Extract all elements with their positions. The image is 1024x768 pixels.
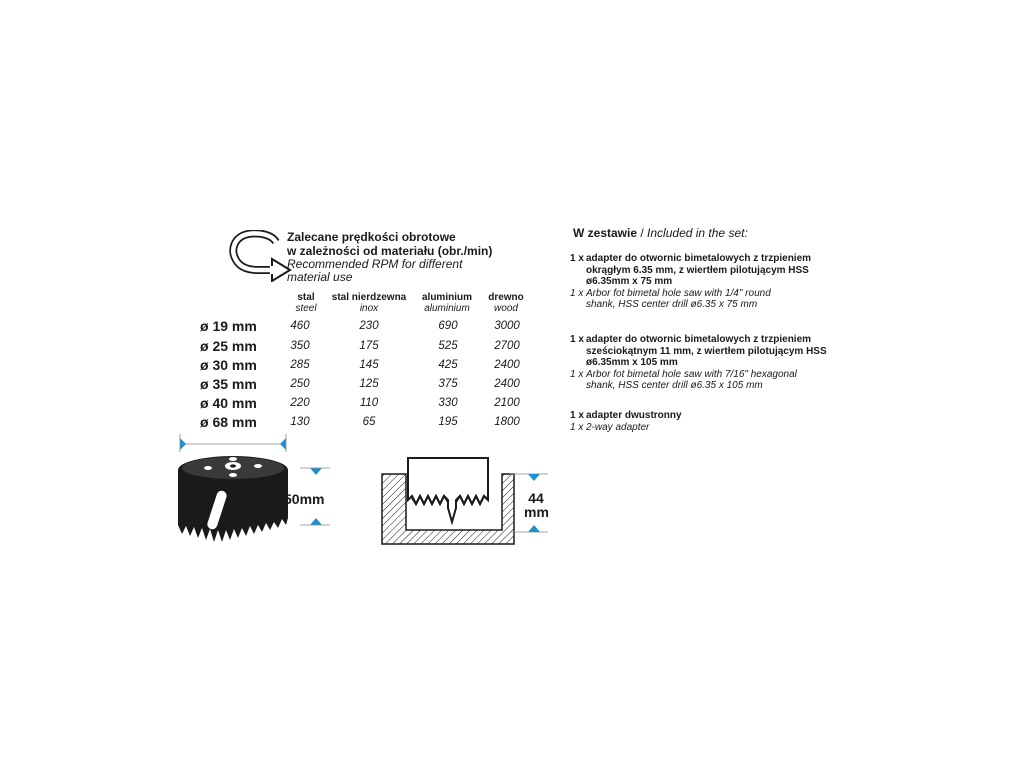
table-cell: 690	[438, 320, 458, 332]
table-cell: 2400	[494, 378, 520, 390]
column-header-aluminium: aluminium aluminium	[421, 292, 472, 314]
rotation-arrow-icon	[228, 230, 292, 282]
row-label: ø 68 mm	[200, 414, 257, 430]
item-pl-line: adapter dwustronny	[586, 410, 682, 421]
row-label: ø 25 mm	[200, 338, 257, 354]
cut-depth-unit: mm	[524, 504, 549, 520]
row-label: ø 19 mm	[200, 318, 257, 334]
set-item-round-arbor	[570, 253, 860, 311]
width-marker-left-icon	[180, 438, 186, 450]
table-cell: 125	[359, 378, 379, 390]
cut-depth-value: 44	[528, 490, 544, 506]
item-en-line: shank, HSS center drill ø6.35 x 105 mm	[586, 380, 763, 391]
row-label: ø 40 mm	[200, 395, 257, 411]
set-item-hex-arbor	[570, 334, 860, 392]
item-qty: 1 x	[570, 334, 584, 345]
height-marker-top-icon	[310, 468, 322, 475]
width-marker-right-icon	[280, 438, 286, 450]
saw-height-label: 50mm	[284, 491, 325, 507]
cut-depth-label	[524, 491, 548, 519]
depth-marker-top-icon	[528, 474, 540, 481]
item-pl-line: ø6.35mm x 105 mm	[586, 357, 678, 368]
column-header-inox: stal nierdzewna inox	[331, 292, 407, 314]
table-cell: 230	[359, 320, 379, 332]
table-cell: 250	[290, 378, 310, 390]
table-cell: 220	[290, 397, 310, 409]
table-cell: 195	[438, 416, 458, 428]
table-cell: 525	[438, 340, 458, 352]
item-qty: 1 x	[570, 368, 584, 380]
table-cell: 425	[438, 359, 458, 371]
table-cell: 2700	[494, 340, 520, 352]
rpm-subtitle-line1: Recommended RPM for different	[287, 257, 463, 271]
table-cell: 2400	[494, 359, 520, 371]
item-en-line: Arbor fot bimetal hole saw with 7/16" hexagonal	[586, 368, 797, 380]
rpm-subtitle-line2: material use	[287, 270, 353, 284]
table-cell: 2100	[494, 397, 520, 409]
rpm-title-line2: w zależności od materiału (obr./min)	[287, 244, 493, 258]
table-cell: 460	[290, 320, 310, 332]
item-qty: 1 x	[570, 287, 584, 299]
item-en-line: shank, HSS center drill ø6.35 x 75 mm	[586, 299, 758, 310]
item-en-line: 2-way adapter	[586, 421, 650, 433]
item-pl-line: adapter do otwornic bimetalowych z trzpieniem	[586, 334, 812, 345]
item-en-line: Arbor fot bimetal hole saw with 1/4" round	[586, 287, 771, 299]
set-heading-separator: /	[637, 226, 648, 240]
item-pl-line: sześciokątnym 11 mm, z wiertłem pilotującym HSS	[586, 345, 827, 357]
table-cell: 175	[359, 340, 379, 352]
set-heading	[573, 226, 748, 240]
table-cell: 350	[290, 340, 310, 352]
row-label: ø 30 mm	[200, 357, 257, 373]
table-cell: 330	[438, 397, 458, 409]
set-heading-pl: W zestawie	[573, 226, 638, 240]
item-pl-line: okrągłym 6.35 mm, z wiertłem pilotującym HSS	[586, 264, 809, 276]
table-cell: 65	[362, 416, 376, 428]
table-cell: 1800	[494, 416, 520, 428]
item-pl-line: ø6.35mm x 75 mm	[586, 276, 673, 287]
item-qty: 1 x	[570, 253, 584, 264]
row-label: ø 35 mm	[200, 376, 257, 392]
rpm-subtitle	[287, 258, 462, 284]
item-pl-line: adapter do otwornic bimetalowych z trzpieniem	[586, 253, 812, 264]
depth-marker-bottom-icon	[528, 525, 540, 532]
set-item-2way-adapter	[570, 410, 860, 433]
table-cell: 3000	[494, 320, 520, 332]
column-header-steel: stal steel	[295, 292, 317, 314]
rpm-title	[287, 230, 492, 258]
table-cell: 130	[290, 416, 310, 428]
table-cell: 375	[438, 378, 458, 390]
rpm-title-line1: Zalecane prędkości obrotowe	[287, 230, 456, 244]
item-qty: 1 x	[570, 421, 584, 433]
table-cell: 110	[359, 397, 379, 409]
height-marker-bottom-icon	[310, 518, 322, 525]
set-heading-en: Included in the set:	[647, 226, 748, 240]
column-header-wood: drewno wood	[488, 292, 524, 314]
hole-saw-illustration	[160, 430, 360, 565]
item-qty: 1 x	[570, 410, 584, 421]
table-cell: 145	[359, 359, 379, 371]
table-cell: 285	[290, 359, 310, 371]
